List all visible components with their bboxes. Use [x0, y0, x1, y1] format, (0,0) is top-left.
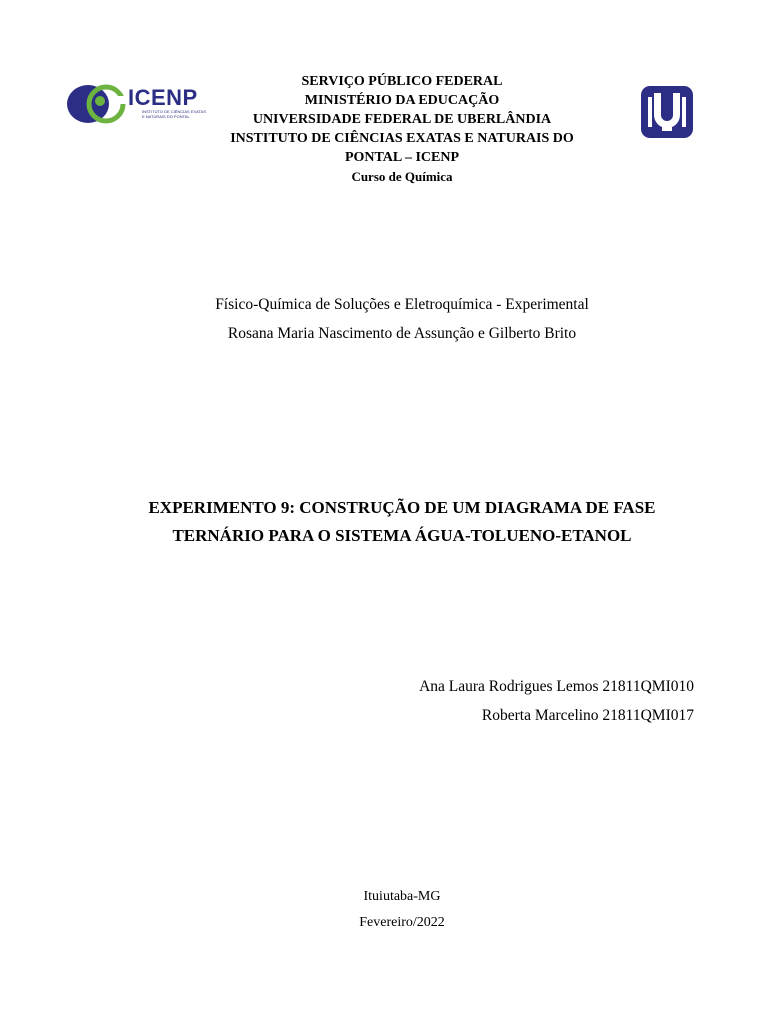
authors-block — [194, 672, 694, 730]
icenp-subtitle-line1: INSTITUTO DE CIÊNCIAS EXATAS — [142, 109, 207, 114]
institution-header — [190, 72, 614, 186]
header-line-3: UNIVERSIDADE FEDERAL DE UBERLÂNDIA — [252, 112, 552, 127]
report-title — [84, 494, 720, 550]
header-line-4: INSTITUTO DE CIÊNCIAS EXATAS E NATURAIS DO — [230, 131, 574, 146]
date: Fevereiro/2022 — [359, 915, 445, 930]
icenp-brand-text: ICENP — [128, 85, 198, 110]
ufu-logo-icon — [640, 85, 694, 139]
city: Ituiutaba-MG — [363, 889, 441, 904]
author-1: Ana Laura Rodrigues Lemos 21811QMI010 — [419, 678, 694, 695]
professors-names: Rosana Maria Nascimento de Assunção e Gilberto Brito — [227, 325, 577, 342]
author-2: Roberta Marcelino 21811QMI017 — [481, 707, 694, 724]
title-line-1: EXPERIMENTO 9: CONSTRUÇÃO DE UM DIAGRAMA DE FASE — [148, 498, 656, 517]
header-line-2: MINISTÉRIO DA EDUCAÇÃO — [304, 93, 500, 108]
discipline-name: Físico-Química de Soluções e Eletroquímica - Experimental — [215, 296, 589, 313]
title-line-2: TERNÁRIO PARA O SISTEMA ÁGUA-TOLUENO-ETANOL — [172, 526, 632, 545]
header-line-5: PONTAL – ICENP — [344, 150, 460, 165]
icenp-emblem-icon — [66, 82, 128, 126]
discipline-block — [84, 290, 720, 348]
course-name: Curso de Química — [351, 169, 453, 184]
icenp-subtitle-line2: E NATURAIS DO PONTAL — [142, 114, 190, 119]
header-line-1: SERVIÇO PÚBLICO FEDERAL — [301, 74, 503, 89]
place-date — [250, 884, 554, 936]
